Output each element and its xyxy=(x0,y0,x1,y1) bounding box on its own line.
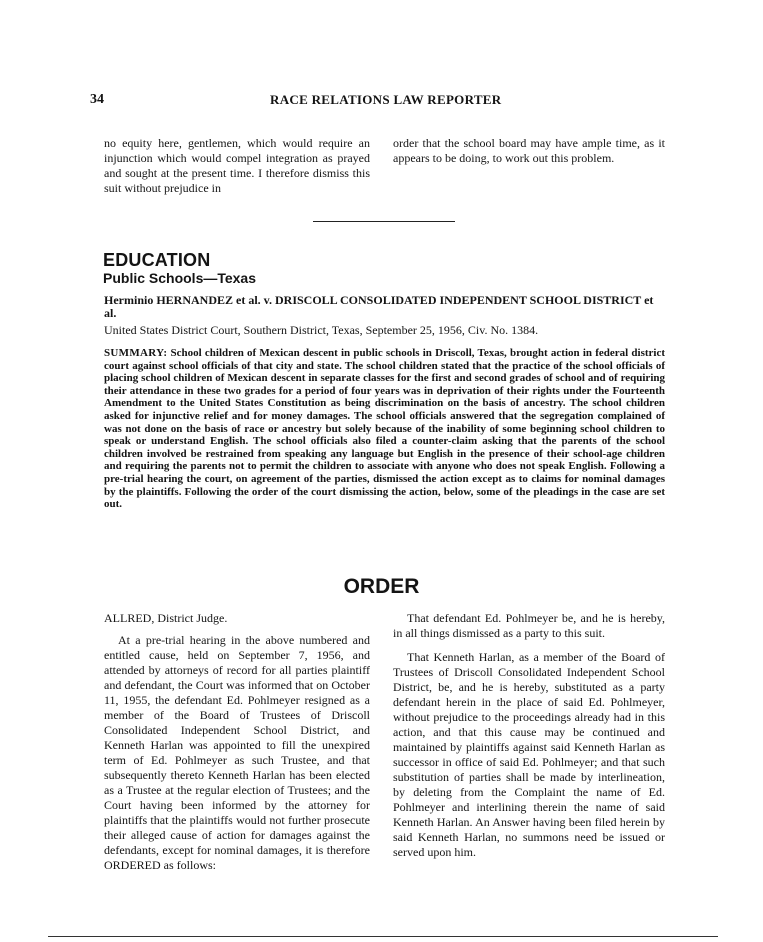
continuation-left-column: no equity here, gentlemen, which would require an injunction which would compel integration as prayed and sought at the present time. I therefore dismiss this suit without prejudice in xyxy=(104,136,370,195)
section-divider xyxy=(313,221,455,222)
order-heading: ORDER xyxy=(343,575,420,598)
order-paragraph: At a pre-trial hearing in the above numbered and entitled cause, held on September 7, 1956, and attended by attorneys of record for all parties plaintiff and defendant, the Court was informed that on October 11, 1955, the defendant Ed. Pohlmeyer resigned as a member of the Board of Trustees of Driscoll Consolidated Independent School District, and Kenneth Harlan was appointed to fill the unexpired term of Ed. Pohlmeyer as such Trustee, and that subsequently thereto Kenneth Harlan has been elected as a Trustee at the regular election of Trustees; and the Court having been informed by the attorney for plaintiffs that the plaintiffs would not further prosecute their alleged cause of action for damages against the defendants, except for nominal damages, it is therefore ORDERED as follows: xyxy=(104,633,370,872)
court-citation: United States District Court, Southern District, Texas, September 25, 1956, Civ. No. 1384. xyxy=(104,323,539,337)
section-subheading: Public Schools—Texas xyxy=(103,270,257,286)
footer-rule xyxy=(48,936,718,937)
case-summary xyxy=(104,347,665,511)
order-paragraph: That Kenneth Harlan, as a member of the Board of Trustees of Driscoll Consolidated Independent School District, be, and he is hereby, substituted as a party defendant herein in the place of said Ed. Pohlmeyer, without prejudice to the proceedings already had in this action, and that this cause may be continued and maintained by plaintiffs against said Kenneth Harlan as successor in office of said Ed. Pohlmeyer; and that such substitution of parties shall be made by interlineation, by deleting from the Complaint the name of Ed. Pohlmeyer and interlining therein the name of said Kenneth Harlan. An Answer having been filed herein by said Kenneth Harlan, no summons need be issued or served upon him. xyxy=(393,650,665,859)
summary-text: School children of Mexican descent in public schools in Driscoll, Texas, brought action in federal district court against school officials of that city and state. The school children stated that the practice of the school officials of placing school children of Mexican descent in separate classes for the first and second grades of school and of requiring their attendance in these two grades for a period of four years was in deprivation of their rights under the Fourteenth Amendment to the United States Constitution as being discrimination on the basis of ancestry. The school children asked for injunctive relief and for money damages. The school officials answered that the segregation complained of was not done on the basis of race or ancestry but solely because of the inability of some beginning school children to speak or understand English. The school officials also filed a counter-claim asking that the parents of the school children involved be restrained from speaking any language but English in the presence of their school-age children and requiring the parents not to permit the children to associate with anyone who does not speak English. Following a pre-trial hearing the court, on agreement of the parties, dismissed the action except as to claims for nominal damages by the plaintiffs. Following the order of the court dismissing the action, below, some of the pleadings in the case are set out. xyxy=(104,347,666,511)
case-title: Herminio HERNANDEZ et al. v. DRISCOLL CONSOLIDATED INDEPENDENT SCHOOL DISTRICT et al. xyxy=(104,293,654,320)
page-number: 34 xyxy=(90,92,104,107)
order-paragraph: That defendant Ed. Pohlmeyer be, and he is hereby, in all things dismissed as a party to this suit. xyxy=(393,611,665,640)
judge-byline: ALLRED, District Judge. xyxy=(104,611,228,625)
running-head: RACE RELATIONS LAW REPORTER xyxy=(270,92,502,107)
summary-label: SUMMARY: xyxy=(104,347,168,359)
section-heading: EDUCATION xyxy=(103,250,211,270)
order-right-column xyxy=(393,611,665,860)
continuation-right-column: order that the school board may have ample time, as it appears to be doing, to work out this problem. xyxy=(393,136,665,165)
order-left-column xyxy=(104,611,370,873)
